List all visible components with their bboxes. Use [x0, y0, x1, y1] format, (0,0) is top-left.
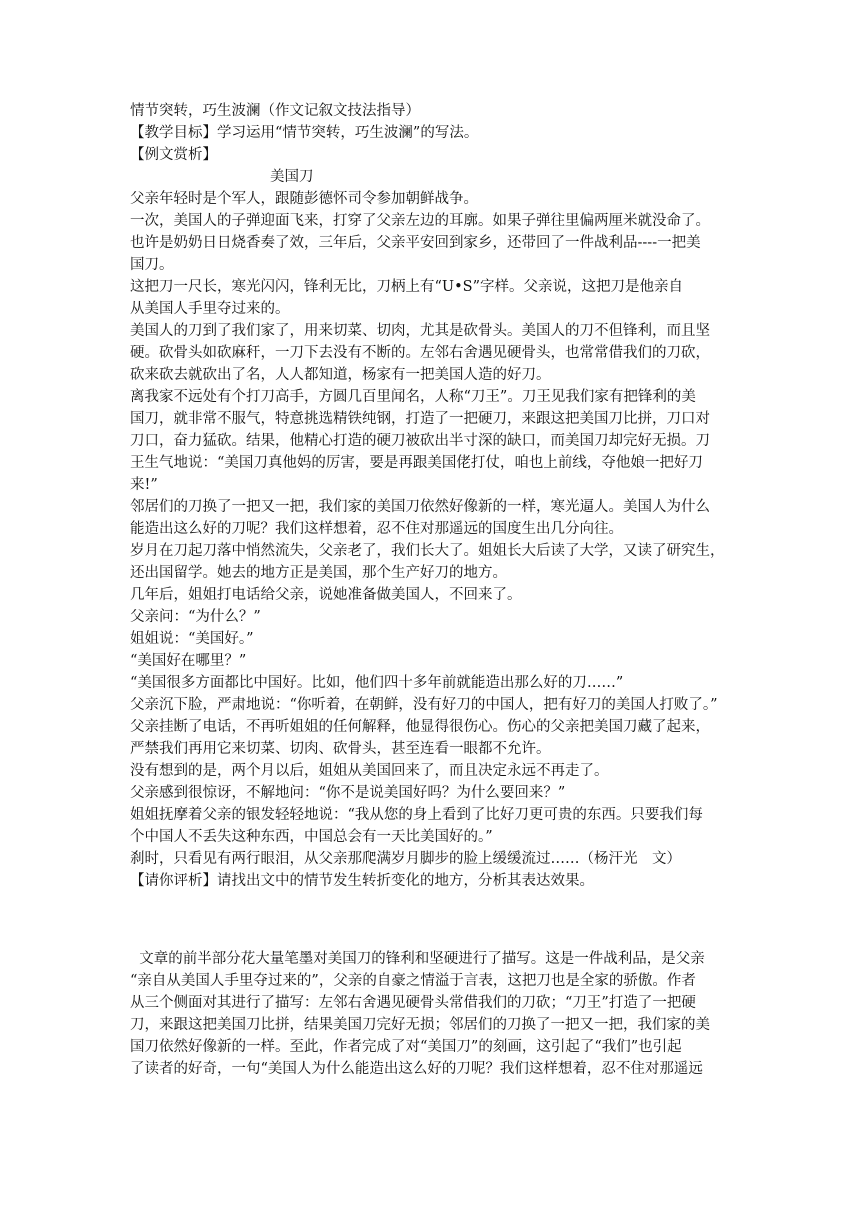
header-line: 【例文赏析】	[130, 147, 217, 163]
paragraph-line: 几年后，姐姐打电话给父亲，说她准备做美国人，不回来了。	[130, 587, 522, 603]
paragraph-line: “美国好在哪里？”	[130, 653, 247, 669]
document-content	[130, 100, 730, 1080]
analysis-line: 刀，来跟这把美国刀比拼，结果美国刀完好无损；邻居们的刀换了一把又一把，我们家的美	[130, 1017, 710, 1033]
analysis-line: 国刀依然好像新的一样。至此，作者完成了对“美国刀”的刻画，这引起了“我们”也引起	[130, 1039, 682, 1055]
paragraph-line: 没有想到的是，两个月以后，姐姐从美国回来了，而且决定永远不再走了。	[130, 763, 609, 779]
story-title: 美国刀	[270, 169, 314, 185]
paragraph-line: 美国人的刀到了我们家了，用来切菜、切肉，尤其是砍骨头。美国人的刀不但锋利，而且坚	[130, 323, 710, 339]
paragraph-line: 国刀，就非常不服气，特意挑选精铁纯钢，打造了一把硬刀，来跟这把美国刀比拼，刀口对	[130, 411, 710, 427]
paragraph-line: 父亲年轻时是个军人，跟随彭德怀司令参加朝鲜战争。	[130, 191, 478, 207]
paragraph-line: 一次，美国人的子弹迎面飞来，打穿了父亲左边的耳廓。如果子弹往里偏两厘米就没命了。	[130, 213, 710, 229]
paragraph-line: 也许是奶奶日日烧香奏了效，三年后，父亲平安回到家乡，还带回了一件战利品----一把美	[130, 235, 701, 251]
paragraph-line: 父亲沉下脸，严肃地说：“你听着，在朝鲜，没有好刀的中国人，把有好刀的美国人打败了。”	[130, 697, 718, 713]
document-header	[130, 100, 730, 166]
paragraph-line: 严禁我们再用它来切菜、切肉、砍骨头，甚至连看一眼都不允许。	[130, 741, 551, 757]
analysis-line: “亲自从美国人手里夺过来的”，父亲的自豪之情溢于言表，这把刀也是全家的骄傲。作者	[130, 973, 696, 989]
blank-gap	[130, 892, 730, 948]
paragraph-line: 【请你评析】请找出文中的情节发生转折变化的地方，分析其表达效果。	[130, 873, 594, 889]
paragraph-line: 离我家不远处有个打刀高手，方圆几百里闻名，人称“刀王”。刀王见我们家有把锋利的美	[130, 389, 696, 405]
paragraph-line: 个中国人不丢失这种东西，中国总会有一天比美国好的。”	[130, 829, 493, 845]
analysis-line: 文章的前半部分花大量笔墨对美国刀的锋利和坚硬进行了描写。这是一件战利品，是父亲	[130, 951, 705, 967]
paragraph-line: 父亲挂断了电话，不再听姐姐的任何解释，他显得很伤心。伤心的父亲把美国刀藏了起来，	[130, 719, 710, 735]
paragraph-line: 姐姐抚摩着父亲的银发轻轻地说：“我从您的身上看到了比好刀更可贵的东西。只要我们每	[130, 807, 703, 823]
paragraph-line: 王生气地说：“美国刀真他妈的厉害，要是再跟美国佬打仗，咱也上前线，夺他娘一把好刀	[130, 455, 703, 471]
paragraph-line: 邻居们的刀换了一把又一把，我们家的美国刀依然好像新的一样，寒光逼人。美国人为什么	[130, 499, 710, 515]
paragraph-line: 父亲感到很惊讶，不解地问：“你不是说美国好吗？为什么要回来？”	[130, 785, 566, 801]
paragraph-line: “美国很多方面都比中国好。比如，他们四十多年前就能造出那么好的刀……”	[130, 675, 624, 691]
paragraph-line: 硬。砍骨头如砍麻秆，一刀下去没有不断的。左邻右舍遇见硬骨头，也常常借我们的刀砍，	[130, 345, 710, 361]
paragraph-line: 来!”	[130, 477, 158, 493]
paragraph-line: 这把刀一尺长，寒光闪闪，锋利无比，刀柄上有“U•S”字样。父亲说，这把刀是他亲自	[130, 279, 684, 295]
paragraph-line: 刹时，只看见有两行眼泪，从父亲那爬满岁月脚步的脸上缓缓流过……（杨汗光 文）	[130, 851, 681, 867]
paragraph-line: 刀口，奋力猛砍。结果，他精心打造的硬刀被砍出半寸深的缺口，而美国刀却完好无损。刀	[130, 433, 710, 449]
paragraph-line: 父亲问：“为什么？”	[130, 609, 261, 625]
paragraph-line: 能造出这么好的刀呢？我们这样想着，忍不住对那遥远的国度生出几分向往。	[130, 521, 623, 537]
header-line: 【教学目标】学习运用“情节突转，巧生波澜”的写法。	[130, 125, 479, 141]
paragraph-line: 姐姐说：“美国好。”	[130, 631, 254, 647]
analysis-line: 了读者的好奇，一句“美国人为什么能造出这么好的刀呢？我们这样想着，忍不住对那遥远	[130, 1061, 703, 1077]
paragraph-line: 还出国留学。她去的地方正是美国，那个生产好刀的地方。	[130, 565, 507, 581]
paragraph-line: 砍来砍去就砍出了名，人人都知道，杨家有一把美国人造的好刀。	[130, 367, 551, 383]
paragraph-line: 从美国人手里夺过来的。	[130, 301, 290, 317]
paragraph-line: 岁月在刀起刀落中悄然流失，父亲老了，我们长大了。姐姐长大后读了大学，又读了研究生，	[130, 543, 725, 559]
story-body	[130, 188, 730, 892]
paragraph-line: 国刀。	[130, 257, 174, 273]
analysis-line: 从三个侧面对其进行了描写：左邻右舍遇见硬骨头常借我们的刀砍；“刀王”打造了一把硬	[130, 995, 696, 1011]
header-line: 情节突转，巧生波澜（作文记叙文技法指导）	[130, 103, 420, 119]
analysis-body	[130, 948, 730, 1080]
